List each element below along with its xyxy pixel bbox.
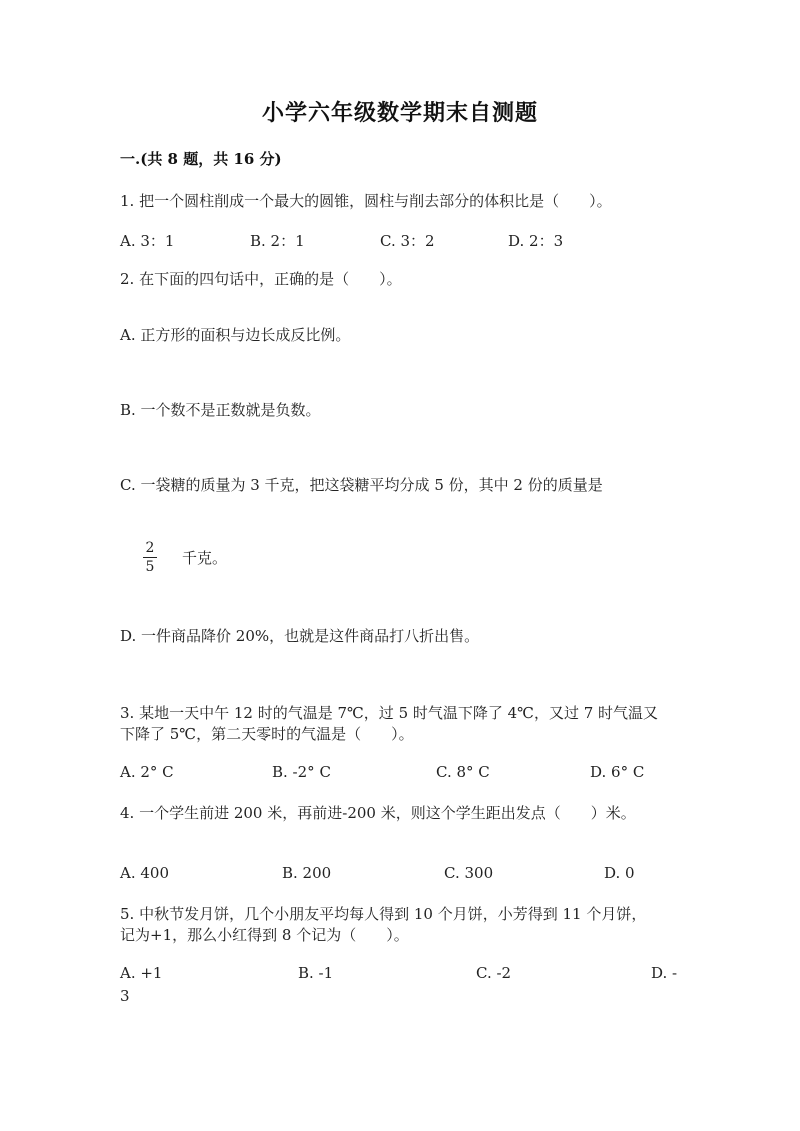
question-5-option-a: A. +1 xyxy=(120,964,163,982)
question-3-option-b: B. -2° C xyxy=(272,763,331,781)
question-5-stem-line-1: 5. 中秋节发月饼，几个小朋友平均每人得到 10 个月饼，小芳得到 11 个月饼， xyxy=(120,905,647,923)
question-3-stem-line-2: 下降了 5℃，第二天零时的气温是（ ）。 xyxy=(120,725,414,743)
question-4-option-d: D. 0 xyxy=(604,864,635,882)
fraction-denominator: 5 xyxy=(145,559,155,575)
question-3-option-d: D. 6° C xyxy=(590,763,645,781)
question-2-option-a: A. 正方形的面积与边长成反比例。 xyxy=(120,326,351,344)
question-3-stem-line-1: 3. 某地一天中午 12 时的气温是 7℃，过 5 时气温下降了 4℃，又过 7 时气温又 xyxy=(120,704,659,722)
question-4-option-c: C. 300 xyxy=(444,864,494,882)
question-4-option-a: A. 400 xyxy=(120,864,169,882)
question-5-option-d-wrap: 3 xyxy=(120,987,130,1005)
question-1-option-b: B. 2：1 xyxy=(250,232,305,250)
question-2-option-c-unit: 千克。 xyxy=(182,549,228,567)
fraction-bar xyxy=(143,557,157,558)
question-2-option-b: B. 一个数不是正数就是负数。 xyxy=(120,401,321,419)
fraction-two-fifths xyxy=(143,540,157,575)
question-2-stem: 2. 在下面的四句话中，正确的是（ ）。 xyxy=(120,270,402,288)
question-4-option-b: B. 200 xyxy=(282,864,332,882)
question-1-option-d: D. 2：3 xyxy=(508,232,564,250)
question-3-option-c: C. 8° C xyxy=(436,763,490,781)
question-2-option-c: C. 一袋糖的质量为 3 千克，把这袋糖平均分成 5 份，其中 2 份的质量是 xyxy=(120,476,603,494)
fraction-numerator: 2 xyxy=(145,540,155,556)
question-5-option-c: C. -2 xyxy=(476,964,512,982)
question-5-option-b: B. -1 xyxy=(298,964,334,982)
section-heading: 一.(共 8 题，共 16 分) xyxy=(120,150,282,168)
question-5-option-d: D. - xyxy=(651,964,678,982)
question-5-stem-line-2: 记为+1，那么小红得到 8 个记为（ ）。 xyxy=(120,926,409,944)
question-1-option-c: C. 3：2 xyxy=(380,232,435,250)
question-1-option-a: A. 3：1 xyxy=(120,232,175,250)
question-3-option-a: A. 2° C xyxy=(120,763,174,781)
question-4-stem: 4. 一个学生前进 200 米，再前进-200 米，则这个学生距出发点（ ）米。 xyxy=(120,804,636,822)
question-1-stem: 1. 把一个圆柱削成一个最大的圆锥，圆柱与削去部分的体积比是（ ）。 xyxy=(120,192,612,210)
question-2-option-d: D. 一件商品降价 20%，也就是这件商品打八折出售。 xyxy=(120,627,480,645)
page-title: 小学六年级数学期末自测题 xyxy=(261,100,538,126)
